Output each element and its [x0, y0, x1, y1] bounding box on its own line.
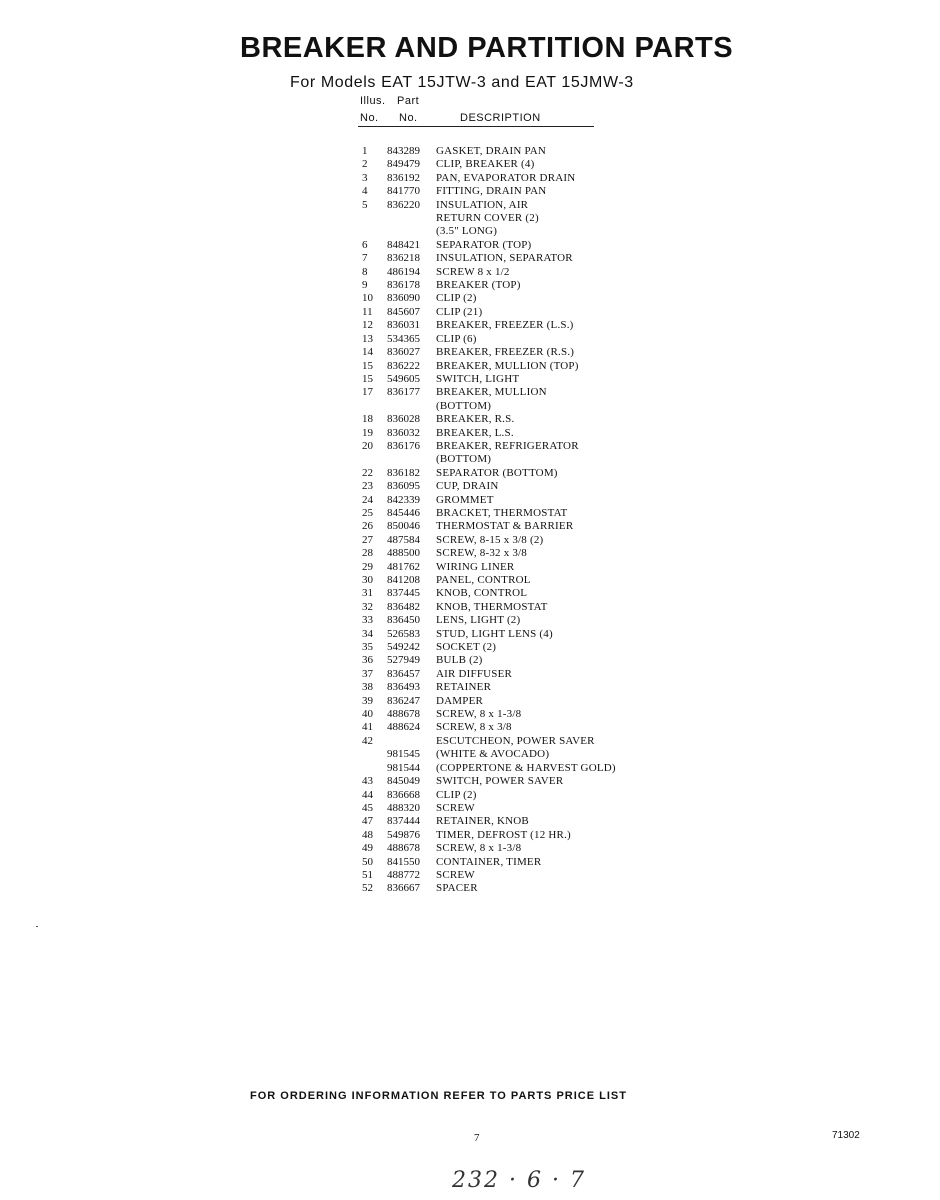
part-description: RETAINER, KNOB: [436, 815, 529, 828]
illus-number: 25: [362, 506, 373, 519]
part-number: 836247: [387, 694, 420, 707]
parts-row: [356, 400, 676, 413]
parts-row: [356, 614, 676, 627]
part-description: (COPPERTONE & HARVEST GOLD): [436, 761, 616, 774]
part-description: SCREW, 8 x 1-3/8: [436, 842, 522, 855]
parts-row: [356, 681, 676, 694]
illus-number: 26: [362, 520, 373, 533]
illus-number: 3: [362, 171, 368, 184]
part-description: KNOB, CONTROL: [436, 587, 528, 600]
part-number: 836032: [387, 426, 420, 439]
illus-number: 35: [362, 641, 373, 654]
parts-row: [356, 842, 676, 855]
parts-row: [356, 440, 676, 453]
illus-number: 47: [362, 815, 373, 828]
part-number: 526583: [387, 627, 420, 640]
part-number: 836028: [387, 413, 420, 426]
part-description: LENS, LIGHT (2): [436, 614, 521, 627]
part-number: 836176: [387, 439, 420, 452]
illus-number: 32: [362, 600, 373, 613]
parts-row: [356, 292, 676, 305]
part-number: 981544: [387, 761, 420, 774]
part-description: BREAKER, MULLION (TOP): [436, 359, 579, 372]
part-description: CLIP (21): [436, 305, 483, 318]
illus-number: 13: [362, 332, 373, 345]
part-description: CLIP, BREAKER (4): [436, 158, 535, 171]
part-number: 836178: [387, 279, 420, 292]
illus-number: 37: [362, 667, 373, 680]
part-description: GASKET, DRAIN PAN: [436, 145, 547, 157]
parts-row: [356, 882, 676, 895]
illus-number: 34: [362, 627, 373, 640]
parts-row: [356, 721, 676, 734]
part-number: 845446: [387, 506, 420, 519]
part-number: 837445: [387, 587, 420, 600]
part-number: 841770: [387, 185, 420, 198]
parts-row: [356, 601, 676, 614]
parts-row: [356, 467, 676, 480]
illus-number: 48: [362, 828, 373, 841]
header-description: DESCRIPTION: [460, 112, 541, 124]
illus-number: 39: [362, 694, 373, 707]
part-description: DAMPER: [436, 694, 484, 707]
parts-row: [356, 547, 676, 560]
part-description: SEPARATOR (BOTTOM): [436, 466, 558, 479]
ordering-footer: FOR ORDERING INFORMATION REFER TO PARTS PRICE LIST: [250, 1090, 627, 1102]
part-number: 842339: [387, 493, 420, 506]
handwritten-note: 232 · 6 · 7: [452, 1168, 586, 1193]
parts-row: [356, 225, 676, 238]
illus-number: 27: [362, 533, 373, 546]
parts-row: [356, 346, 676, 359]
illus-number: 17: [362, 386, 373, 399]
illus-number: [356, 400, 387, 413]
part-number: 488624: [387, 721, 420, 734]
part-number: 836668: [387, 788, 420, 801]
part-description: SPACER: [436, 882, 478, 895]
parts-row: [356, 360, 676, 373]
illus-number: [356, 212, 387, 225]
part-description: (WHITE & AVOCADO): [436, 748, 550, 761]
parts-row: [356, 480, 676, 493]
part-description: PAN, EVAPORATOR DRAIN: [436, 171, 576, 184]
illus-number: 44: [362, 788, 373, 801]
part-number: 527949: [387, 654, 420, 667]
part-number: 848421: [387, 238, 420, 251]
illus-number: 33: [362, 614, 373, 627]
part-description: BREAKER, L.S.: [436, 426, 514, 439]
part-number: 836667: [387, 882, 420, 895]
part-number: 549605: [387, 372, 420, 385]
part-number: [387, 212, 436, 225]
parts-row: [356, 199, 676, 212]
parts-row: [356, 494, 676, 507]
parts-row: [356, 695, 676, 708]
illus-number: 28: [362, 547, 373, 560]
parts-row: [356, 252, 676, 265]
illus-number: 40: [362, 708, 373, 721]
part-description: RETAINER: [436, 681, 492, 694]
illus-number: 18: [362, 413, 373, 426]
part-number: 836090: [387, 292, 420, 305]
part-description: (BOTTOM): [436, 399, 492, 412]
part-number: 841550: [387, 855, 420, 868]
part-description: SCREW, 8-32 x 3/8: [436, 547, 528, 560]
part-description: SWITCH, LIGHT: [436, 372, 520, 385]
parts-row: [356, 668, 676, 681]
parts-row: [356, 748, 676, 761]
part-description: SCREW: [436, 868, 475, 881]
part-number: 534365: [387, 332, 420, 345]
parts-row: [356, 158, 676, 171]
part-number: 836220: [387, 198, 420, 211]
parts-row: [356, 266, 676, 279]
part-number: 843289: [387, 145, 420, 157]
part-number: 836482: [387, 600, 420, 613]
illus-number: [356, 225, 387, 238]
parts-row: [356, 333, 676, 346]
parts-row: [356, 762, 676, 775]
parts-row: [356, 534, 676, 547]
parts-row: [356, 185, 676, 198]
parts-row: [356, 306, 676, 319]
part-number: 488320: [387, 801, 420, 814]
parts-row: [356, 453, 676, 466]
part-number: 481762: [387, 560, 420, 573]
parts-row: [356, 279, 676, 292]
part-description: TIMER, DEFROST (12 HR.): [436, 828, 571, 841]
part-number: 836218: [387, 252, 420, 265]
scan-speck: [36, 926, 38, 927]
illus-number: 52: [362, 882, 373, 895]
part-description: BREAKER, REFRIGERATOR: [436, 439, 579, 452]
parts-row: [356, 587, 676, 600]
parts-row: [356, 628, 676, 641]
illus-number: 4: [362, 185, 368, 198]
parts-row: [356, 641, 676, 654]
part-number: 850046: [387, 520, 420, 533]
page-title: BREAKER AND PARTITION PARTS: [240, 32, 734, 64]
part-number: [387, 453, 436, 466]
part-number: 836027: [387, 346, 420, 359]
parts-row: [356, 574, 676, 587]
part-description: BREAKER, MULLION: [436, 386, 547, 399]
illus-number: 15: [362, 359, 373, 372]
part-number: 836182: [387, 466, 420, 479]
part-description: CLIP (6): [436, 332, 477, 345]
part-number: 488678: [387, 708, 420, 721]
model-subtitle: For Models EAT 15JTW-3 and EAT 15JMW-3: [290, 74, 634, 91]
header-part-no: No.: [399, 112, 418, 124]
illus-number: 50: [362, 855, 373, 868]
part-number: [387, 735, 436, 748]
illus-number: 49: [362, 842, 373, 855]
part-description: STUD, LIGHT LENS (4): [436, 627, 553, 640]
part-description: THERMOSTAT & BARRIER: [436, 520, 574, 533]
illus-number: 42: [362, 734, 373, 747]
illus-number: 1: [362, 145, 368, 157]
parts-row: [356, 775, 676, 788]
illus-number: 12: [362, 319, 373, 332]
part-description: INSULATION, SEPARATOR: [436, 252, 573, 265]
parts-row: [356, 708, 676, 721]
part-description: SCREW, 8-15 x 3/8 (2): [436, 533, 544, 546]
parts-row: [356, 654, 676, 667]
parts-row: [356, 212, 676, 225]
part-description: WIRING LINER: [436, 560, 515, 573]
header-part: Part: [397, 95, 420, 107]
part-description: AIR DIFFUSER: [436, 667, 513, 680]
illus-number: 30: [362, 574, 373, 586]
illus-number: 51: [362, 868, 373, 881]
illus-number: 8: [362, 265, 368, 278]
parts-row: [356, 520, 676, 533]
header-illus: Illus.: [360, 95, 386, 107]
part-description: RETURN COVER (2): [436, 212, 539, 225]
part-number: [387, 400, 436, 413]
part-description: SCREW, 8 x 1-3/8: [436, 708, 522, 721]
part-number: 488678: [387, 842, 420, 855]
part-number: 836222: [387, 359, 420, 372]
part-description: SCREW, 8 x 3/8: [436, 721, 512, 734]
part-description: (3.5" LONG): [436, 225, 498, 238]
part-description: KNOB, THERMOSTAT: [436, 600, 548, 613]
illus-number: 20: [362, 439, 373, 452]
part-number: 488772: [387, 868, 420, 881]
document-code: 71302: [832, 1130, 860, 1141]
part-number: [387, 225, 436, 238]
part-description: BRACKET, THERMOSTAT: [436, 506, 568, 519]
part-description: BULB (2): [436, 654, 483, 667]
illus-number: 45: [362, 801, 373, 814]
part-number: 836031: [387, 319, 420, 332]
part-description: CLIP (2): [436, 788, 477, 801]
part-number: 836493: [387, 681, 420, 694]
part-description: SEPARATOR (TOP): [436, 238, 532, 251]
part-number: 486194: [387, 265, 420, 278]
part-number: 981545: [387, 748, 420, 761]
part-number: 837444: [387, 815, 420, 828]
parts-row: [356, 386, 676, 399]
part-number: 836450: [387, 614, 420, 627]
part-description: (BOTTOM): [436, 453, 492, 466]
header-rule: [358, 126, 594, 127]
illus-number: 9: [362, 279, 368, 292]
part-description: SCREW: [436, 801, 475, 814]
part-number: 549876: [387, 828, 420, 841]
illus-number: 2: [362, 158, 368, 171]
part-number: 836192: [387, 171, 420, 184]
illus-number: [356, 748, 387, 761]
illus-number: 10: [362, 292, 373, 305]
part-number: 849479: [387, 158, 420, 171]
illus-number: 7: [362, 252, 368, 265]
parts-row: [356, 145, 676, 158]
part-number: 836177: [387, 386, 420, 399]
illus-number: 24: [362, 493, 373, 506]
part-number: 841208: [387, 574, 420, 586]
part-description: INSULATION, AIR: [436, 198, 529, 211]
part-number: 488500: [387, 547, 420, 560]
parts-row: [356, 869, 676, 882]
part-description: PANEL, CONTROL: [436, 574, 531, 586]
illus-number: 31: [362, 587, 373, 600]
illus-number: 43: [362, 775, 373, 788]
part-description: SOCKET (2): [436, 641, 497, 654]
part-description: BREAKER, FREEZER (R.S.): [436, 346, 575, 359]
parts-row: [356, 373, 676, 386]
header-illus-no: No.: [360, 112, 379, 124]
part-description: GROMMET: [436, 493, 494, 506]
parts-row: [356, 239, 676, 252]
part-number: 836095: [387, 480, 420, 493]
illus-number: 29: [362, 560, 373, 573]
part-description: CLIP (2): [436, 292, 477, 305]
part-number: 549242: [387, 641, 420, 654]
illus-number: 23: [362, 480, 373, 493]
illus-number: 41: [362, 721, 373, 734]
parts-row: [356, 829, 676, 842]
part-description: SWITCH, POWER SAVER: [436, 775, 564, 788]
illus-number: 5: [362, 198, 368, 211]
part-description: BREAKER, FREEZER (L.S.): [436, 319, 574, 332]
parts-row: [356, 507, 676, 520]
parts-row: [356, 802, 676, 815]
illus-number: 6: [362, 238, 368, 251]
parts-row: [356, 427, 676, 440]
part-description: BREAKER, R.S.: [436, 413, 515, 426]
part-description: SCREW 8 x 1/2: [436, 265, 510, 278]
illus-number: 22: [362, 466, 373, 479]
parts-row: [356, 789, 676, 802]
illus-number: 36: [362, 654, 373, 667]
part-number: 845607: [387, 305, 420, 318]
parts-row: [356, 856, 676, 869]
part-description: CONTAINER, TIMER: [436, 855, 542, 868]
illus-number: [356, 762, 387, 775]
parts-list: [356, 145, 676, 896]
parts-row: [356, 561, 676, 574]
page-number: 7: [474, 1132, 480, 1144]
part-number: 845049: [387, 775, 420, 788]
parts-row: [356, 735, 676, 748]
part-description: ESCUTCHEON, POWER SAVER: [436, 734, 595, 747]
illus-number: 11: [362, 305, 373, 318]
part-description: BREAKER (TOP): [436, 279, 521, 292]
illus-number: 15: [362, 372, 373, 385]
illus-number: [356, 453, 387, 466]
illus-number: 14: [362, 346, 373, 359]
part-number: 487584: [387, 533, 420, 546]
parts-row: [356, 815, 676, 828]
parts-row: [356, 319, 676, 332]
part-description: FITTING, DRAIN PAN: [436, 185, 547, 198]
part-description: CUP, DRAIN: [436, 480, 499, 493]
part-number: 836457: [387, 667, 420, 680]
illus-number: 38: [362, 681, 373, 694]
illus-number: 19: [362, 426, 373, 439]
parts-row: [356, 413, 676, 426]
parts-row: [356, 172, 676, 185]
